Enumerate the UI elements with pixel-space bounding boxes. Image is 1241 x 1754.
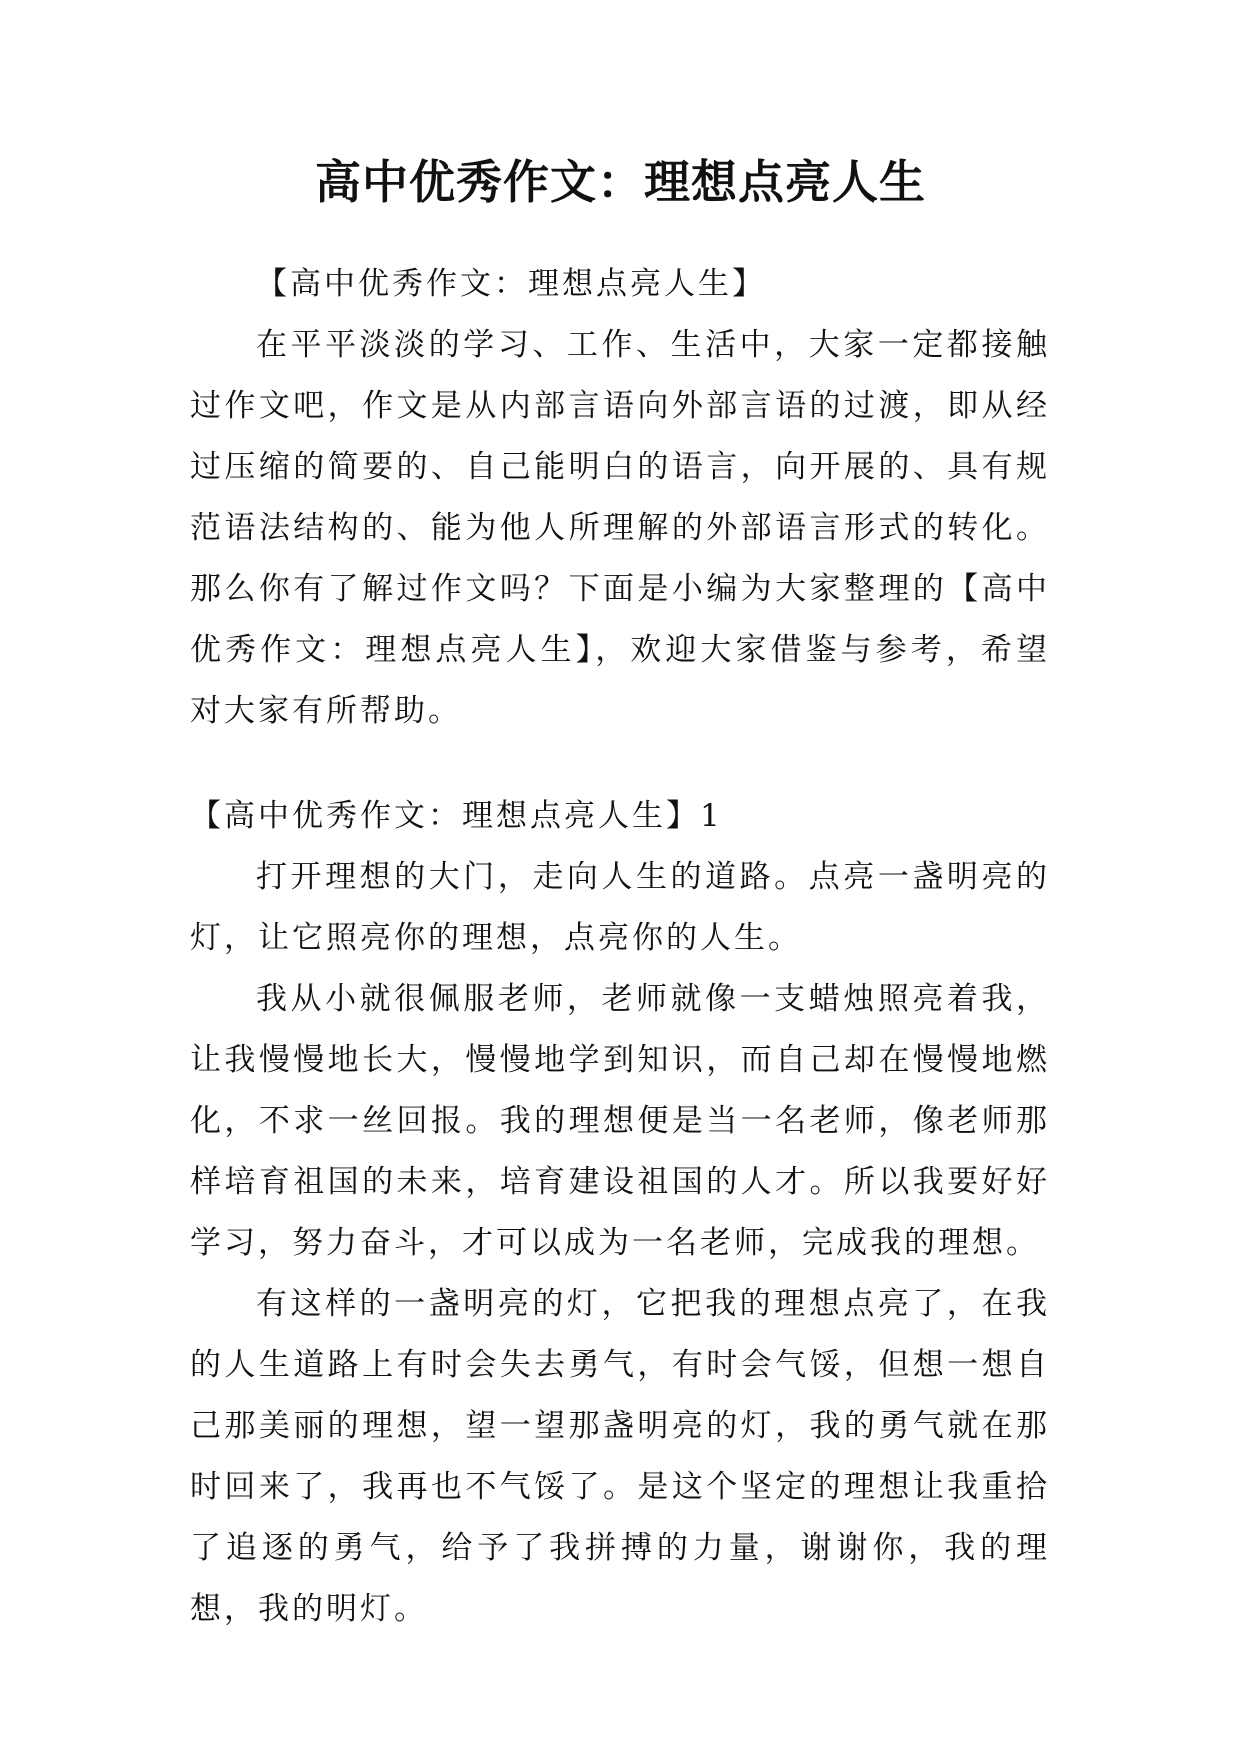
section-paragraph-1: 打开理想的大门，走向人生的道路。点亮一盏明亮的灯，让它照亮你的理想，点亮你的人生。: [190, 859, 1050, 956]
section-paragraph-2: 我从小就很佩服老师，老师就像一支蜡烛照亮着我，让我慢慢地长大，慢慢地学到知识，而自己却在慢慢地燃化，不求一丝回报。我的理想便是当一名老师，像老师那样培育祖国的未来，培育建设祖国的人才。所以我要好好学习，努力奋斗，才可以成为一名老师，完成我的理想。: [190, 981, 1050, 1261]
section-block: [190, 786, 1050, 1640]
document-title: 高中优秀作文：理想点亮人生: [315, 155, 926, 209]
section-heading: 【高中优秀作文：理想点亮人生】1: [190, 798, 723, 834]
section-paragraph-3: 有这样的一盏明亮的灯，它把我的理想点亮了，在我的人生道路上有时会失去勇气，有时会气馁，但想一想自己那美丽的理想，望一望那盏明亮的灯，我的勇气就在那时回来了，我再也不气馁了。是这个坚定的理想让我重拾了追逐的勇气，给予了我拼搏的力量，谢谢你，我的理想，我的明灯。: [190, 1286, 1050, 1627]
intro-paragraph: 在平平淡淡的学习、工作、生活中，大家一定都接触过作文吧，作文是从内部言语向外部言语的过渡，即从经过压缩的简要的、自己能明白的语言，向开展的、具有规范语法结构的、能为他人所理解的外部语言形式的转化。那么你有了解过作文吗？下面是小编为大家整理的【高中优秀作文：理想点亮人生】，欢迎大家借鉴与参考，希望对大家有所帮助。: [190, 327, 1050, 729]
intro-block: [190, 254, 1050, 742]
intro-heading: 【高中优秀作文：理想点亮人生】: [256, 266, 766, 302]
